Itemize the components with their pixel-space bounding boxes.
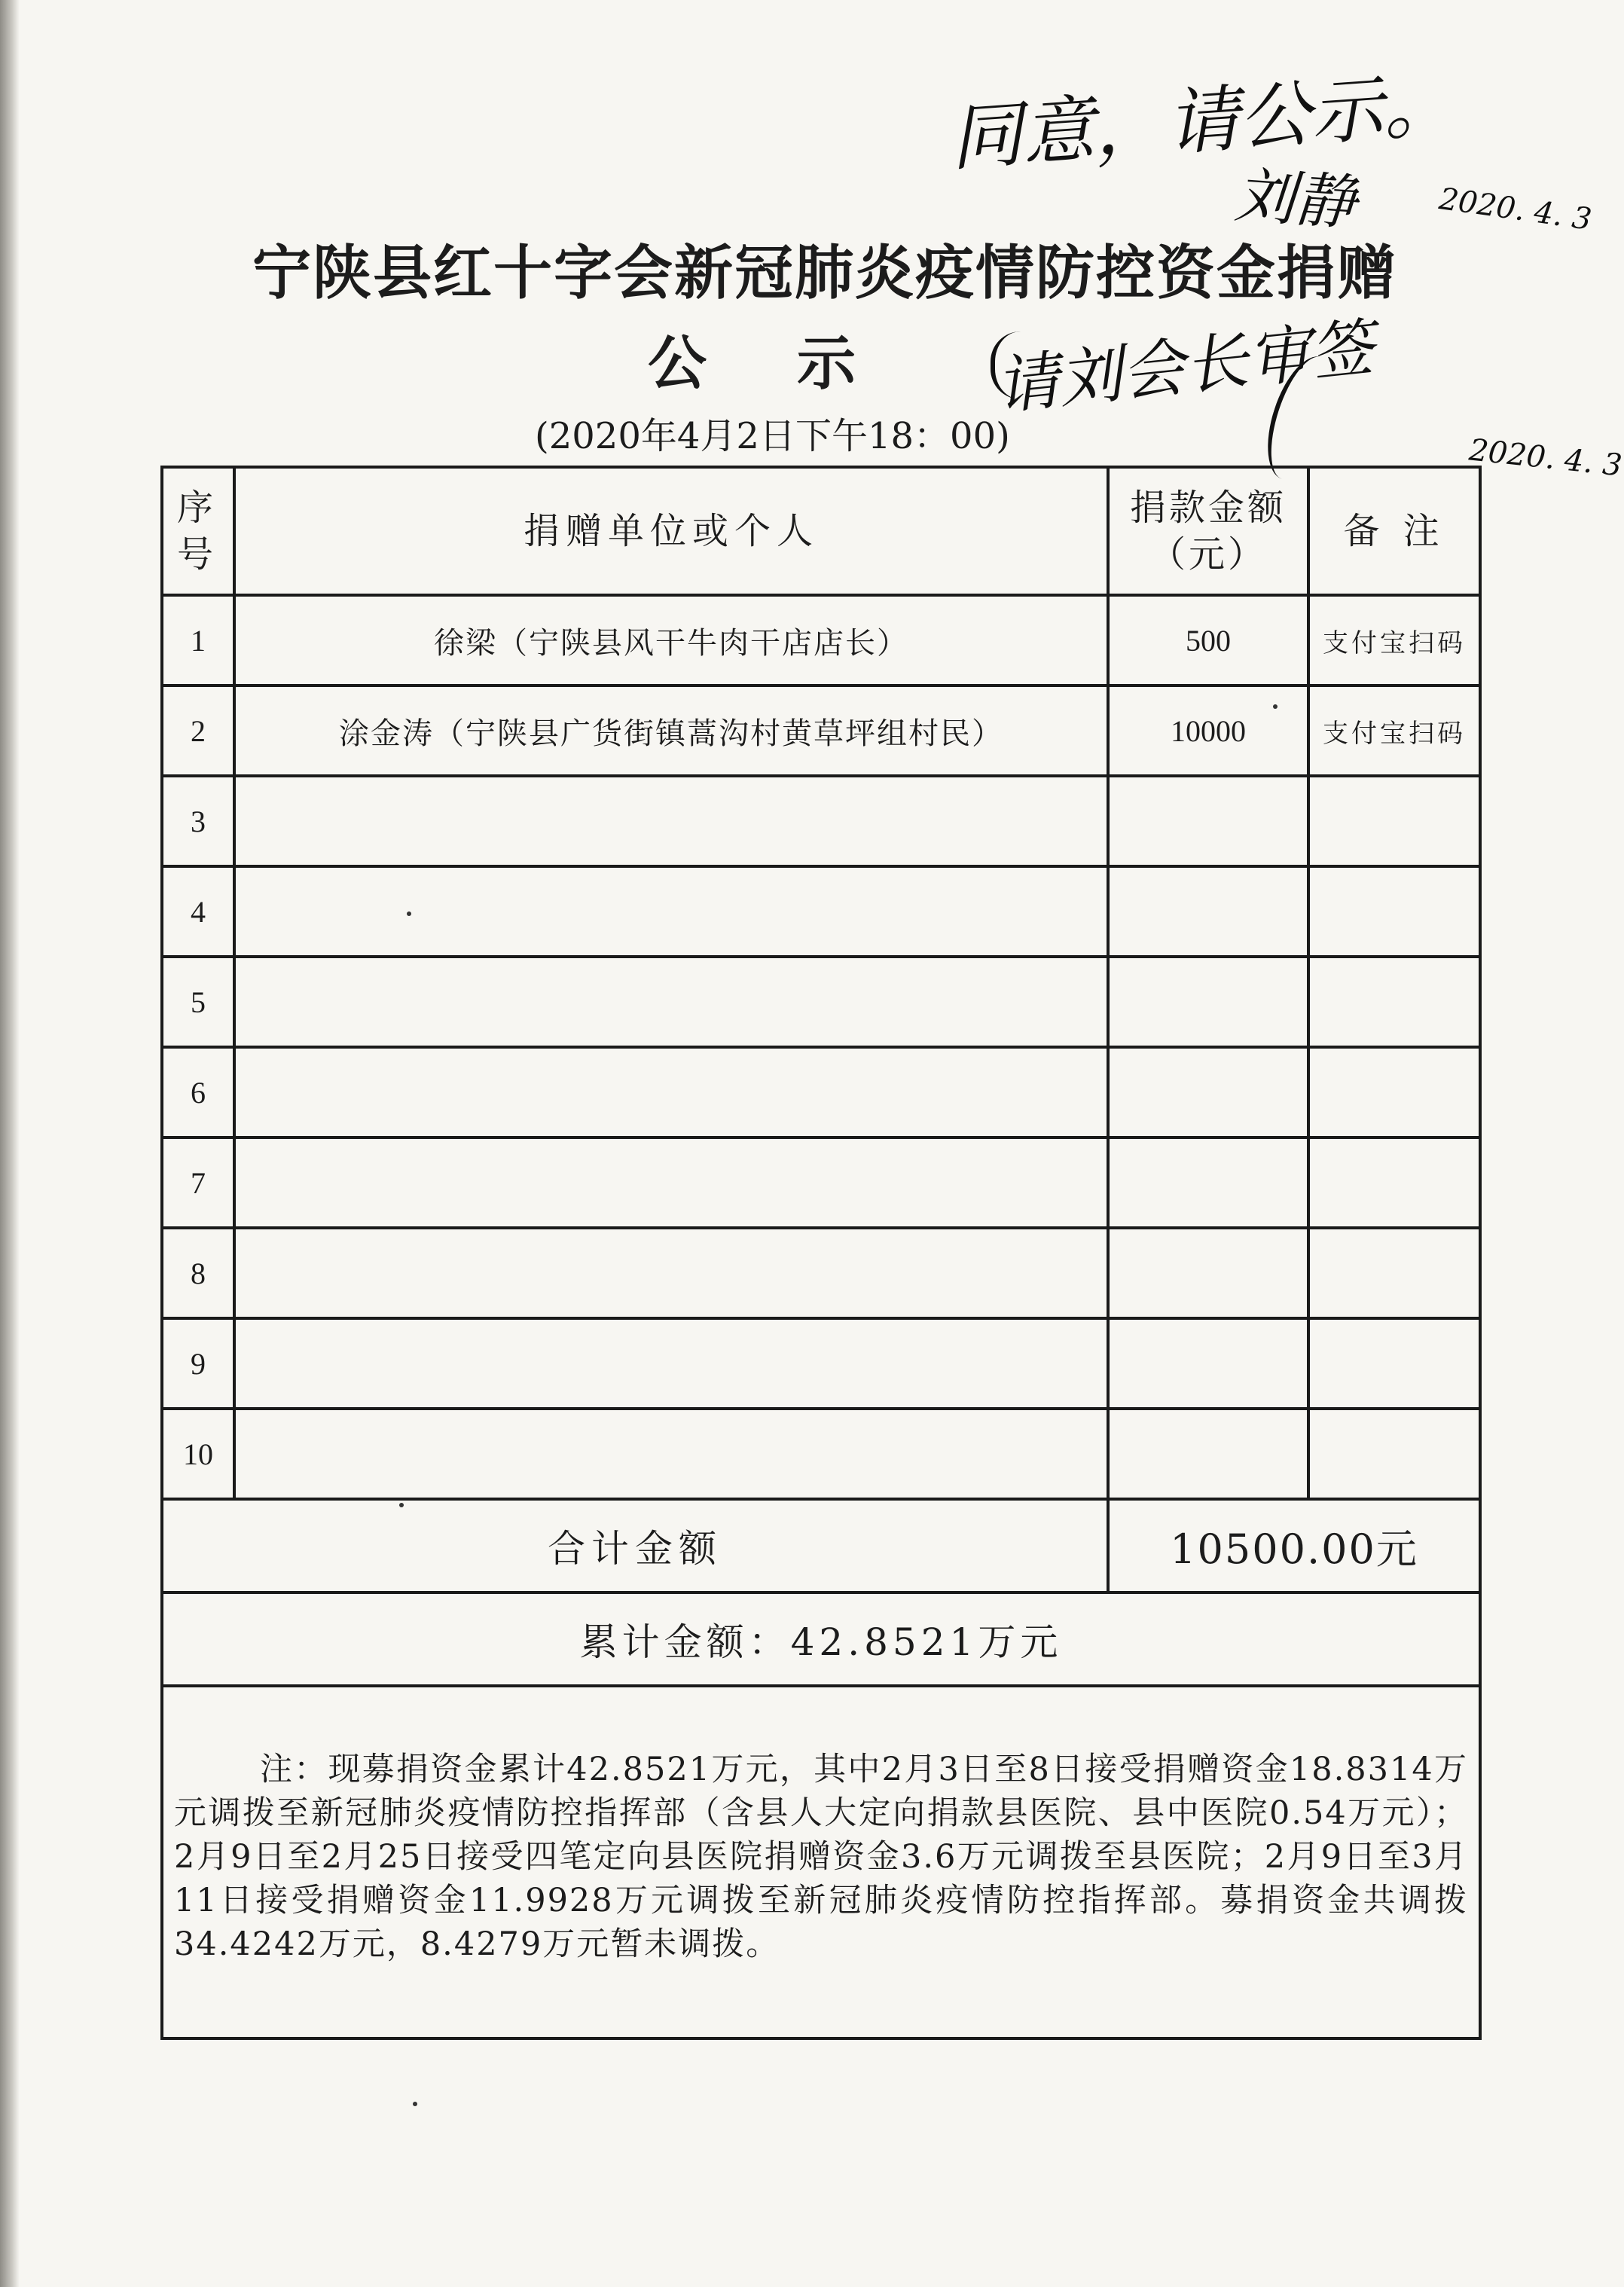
- scan-speck: [1273, 704, 1278, 709]
- note-text: 注：现募捐资金累计42.8521万元，其中2月3日至8日接受捐赠资金18.8314万元调拨至新冠肺炎疫情防控指挥部（含县人大定向捐款县医院、县中医院0.54万元）；2月9日至2月25日接受四笔定向县医院捐赠资金3.6万元调拨至县医院；2月9日至3月11日接受捐赠资金11.9928万元调拨至新冠肺炎疫情防控指挥部。募捐资金共调拨34.4242万元，8.4279万元暂未调拨。: [174, 1751, 1468, 1963]
- row-amount: [1108, 776, 1308, 866]
- table-row: [162, 1047, 1480, 1137]
- table-header-row: [162, 467, 1480, 595]
- note-cell: [162, 1686, 1480, 2038]
- row-donor: 涂金涛（宁陕县广货街镇蒿沟村黄草坪组村民）: [234, 685, 1108, 776]
- header-amount: 捐款金额（元）: [1108, 467, 1308, 595]
- row-amount: [1108, 1047, 1308, 1137]
- row-seq: 4: [162, 866, 234, 957]
- row-remark: [1308, 1318, 1480, 1409]
- document-subtitle: 公示: [648, 330, 947, 398]
- row-remark: [1308, 776, 1480, 866]
- cumulative-amount: 累计金额：42.8521万元: [162, 1592, 1480, 1686]
- table-row: [162, 595, 1480, 685]
- scan-speck: [399, 1503, 404, 1507]
- row-donor: [234, 957, 1108, 1047]
- total-label: 合计金额: [162, 1499, 1108, 1592]
- row-donor: 徐梁（宁陕县风干牛肉干店店长）: [234, 595, 1108, 685]
- handwritten-instruction: 请刘会长审签: [991, 310, 1378, 424]
- table-row: [162, 957, 1480, 1047]
- table-row: [162, 866, 1480, 957]
- row-donor: [234, 1137, 1108, 1228]
- cumulative-row: [162, 1592, 1480, 1686]
- document-title: 宁陕县红十字会新冠肺炎疫情防控资金捐赠: [252, 240, 1397, 307]
- row-seq: 2: [162, 685, 234, 776]
- row-amount: [1108, 1228, 1308, 1318]
- row-remark: [1308, 1228, 1480, 1318]
- scan-speck: [407, 911, 411, 916]
- row-amount: [1108, 1137, 1308, 1228]
- table-row: [162, 1409, 1480, 1499]
- total-value: 10500.00元: [1108, 1499, 1480, 1592]
- row-remark: [1308, 1137, 1480, 1228]
- handwritten-name: 刘静: [1232, 160, 1358, 239]
- row-remark: [1308, 866, 1480, 957]
- handwritten-date-1: 2020. 4. 3: [1436, 182, 1594, 237]
- row-seq: 6: [162, 1047, 234, 1137]
- row-donor: [234, 1228, 1108, 1318]
- row-donor: [234, 1047, 1108, 1137]
- row-donor: [234, 866, 1108, 957]
- row-amount: [1108, 1318, 1308, 1409]
- row-remark: [1308, 1047, 1480, 1137]
- paper-edge: [0, 0, 20, 2287]
- note-row: [162, 1686, 1480, 2038]
- table-row: [162, 1137, 1480, 1228]
- row-amount: 500: [1108, 595, 1308, 685]
- header-remark: 备 注: [1308, 467, 1480, 595]
- table-row: [162, 685, 1480, 776]
- row-remark: [1308, 1409, 1480, 1499]
- handwritten-approval: 同意，请公示。: [947, 61, 1458, 182]
- row-amount: [1108, 1409, 1308, 1499]
- row-seq: 8: [162, 1228, 234, 1318]
- row-donor: [234, 1318, 1108, 1409]
- scan-speck: [413, 2102, 417, 2106]
- row-amount: 10000: [1108, 685, 1308, 776]
- document-date: (2020年4月2日下午18：00): [535, 415, 1010, 457]
- row-donor: [234, 776, 1108, 866]
- row-seq: 10: [162, 1409, 234, 1499]
- row-seq: 1: [162, 595, 234, 685]
- row-seq: 9: [162, 1318, 234, 1409]
- total-row: [162, 1499, 1480, 1592]
- row-donor: [234, 1409, 1108, 1499]
- table-row: [162, 1228, 1480, 1318]
- row-remark: 支付宝扫码: [1308, 685, 1480, 776]
- row-amount: [1108, 957, 1308, 1047]
- row-seq: 3: [162, 776, 234, 866]
- handwritten-date-2: 2020. 4. 3: [1467, 432, 1624, 484]
- row-amount: [1108, 866, 1308, 957]
- table-row: [162, 1318, 1480, 1409]
- row-seq: 7: [162, 1137, 234, 1228]
- table-row: [162, 776, 1480, 866]
- row-remark: 支付宝扫码: [1308, 595, 1480, 685]
- donation-table: [160, 466, 1482, 2040]
- row-seq: 5: [162, 957, 234, 1047]
- header-donor: 捐赠单位或个人: [234, 467, 1108, 595]
- header-seq: 序号: [162, 467, 234, 595]
- row-remark: [1308, 957, 1480, 1047]
